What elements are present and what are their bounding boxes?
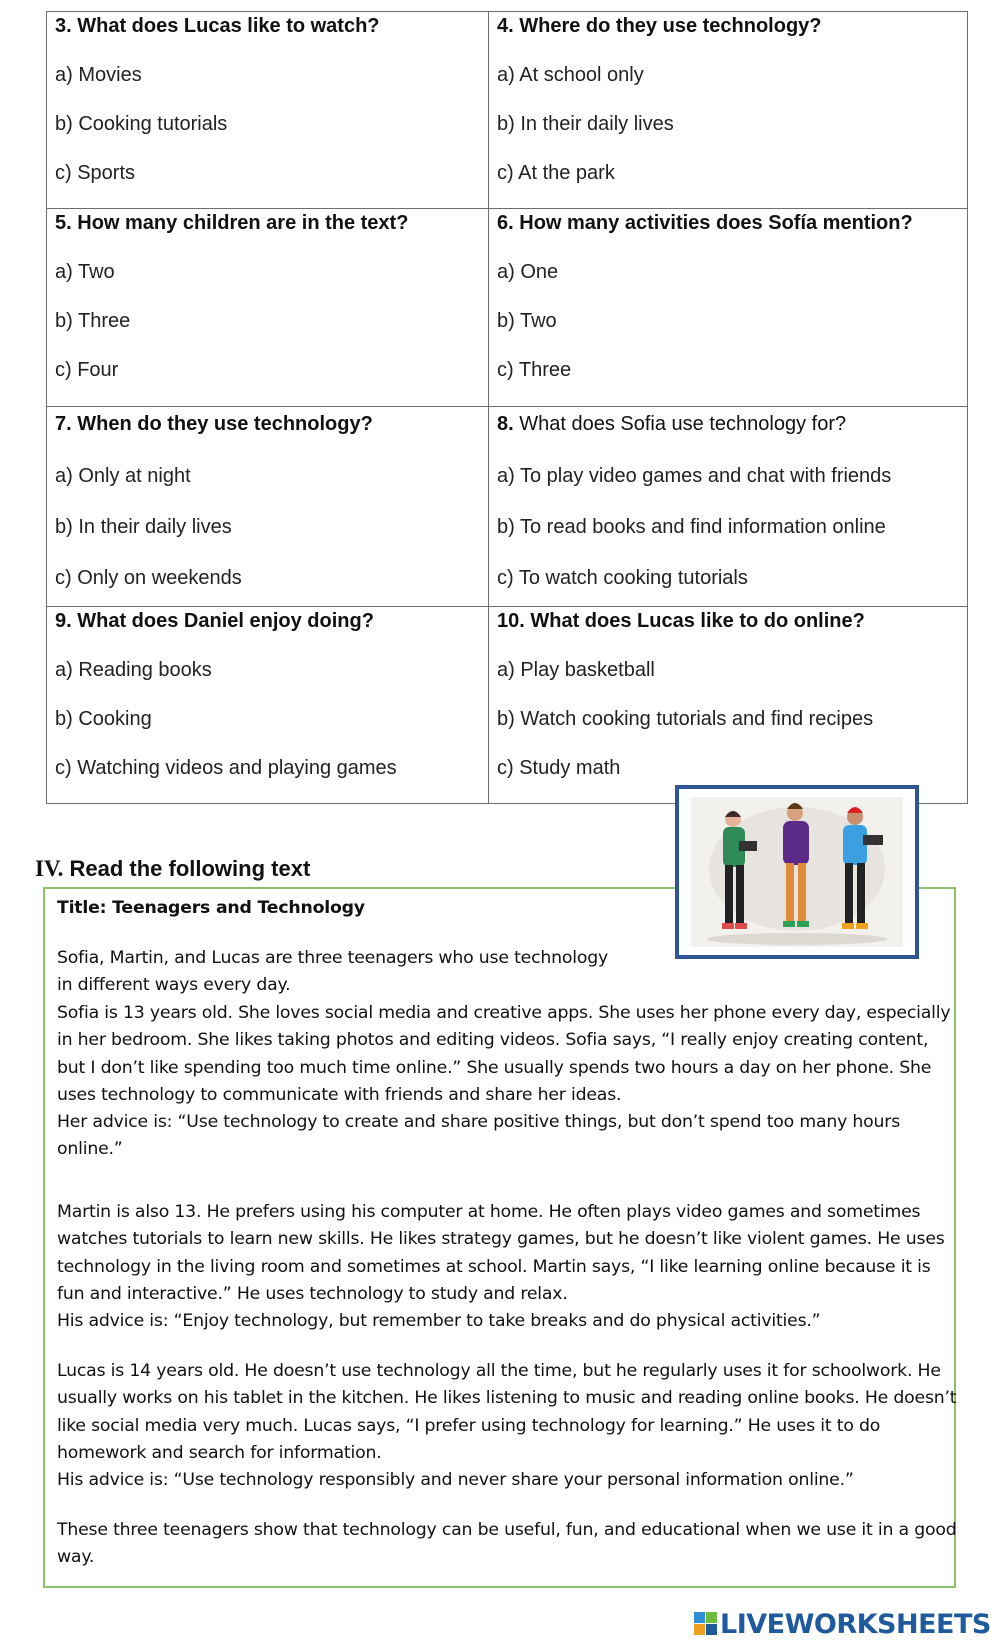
question-cell-5 (47, 209, 489, 407)
question-5-option-c[interactable]: c) Four (55, 359, 119, 381)
question-9-option-a[interactable]: a) Reading books (55, 659, 212, 681)
question-cell-9 (47, 607, 489, 804)
question-5-text: 5. How many children are in the text? (55, 212, 409, 234)
reading-intro-line1: Sofia, Martin, and Lucas are three teenagers who use technology (57, 948, 609, 968)
question-3-option-c[interactable]: c) Sports (55, 162, 136, 184)
teenagers-with-devices-image (691, 797, 903, 947)
question-cell-4 (489, 12, 968, 209)
question-3-option-b[interactable]: b) Cooking tutorials (55, 113, 228, 135)
question-8-option-a[interactable]: a) To play video games and chat with friends (497, 465, 892, 487)
sofia-advice: Her advice is: “Use technology to create and share positive things, but don’t spend too many hours online.” (57, 1112, 901, 1160)
martin-advice: His advice is: “Enjoy technology, but remember to take breaks and do physical activities.” (57, 1311, 821, 1332)
question-3-option-a[interactable]: a) Movies (55, 64, 142, 86)
section-label: Read the following text (69, 856, 311, 881)
question-10-option-a[interactable]: a) Play basketball (497, 659, 655, 681)
question-4-text: 4. Where do they use technology? (497, 15, 822, 37)
reading-paragraph-sofia: Sofia is 13 years old. She loves social media and creative apps. She uses her phone every day, especially in her bedroom. She likes taking photos and editing videos. Sofia says, “I really enjoy creating content, but I don’t like spending too much time online.” She usually spends two hours a day on her phone. She uses technology to communicate with friends and share her ideas. Her advice is: “Use technology to create and share positive things, but don’t spend too many hours online.” (57, 1000, 957, 1164)
question-7-option-a[interactable]: a) Only at night (55, 465, 191, 487)
question-4-option-c[interactable]: c) At the park (497, 162, 615, 184)
question-6-option-b[interactable]: b) Two (497, 310, 557, 332)
question-6-option-c[interactable]: c) Three (497, 359, 572, 381)
question-6-text: 6. How many activities does Sofía mention? (497, 212, 913, 234)
question-cell-6 (489, 209, 968, 407)
question-cell-3 (47, 12, 489, 209)
teenagers-illustration (675, 785, 919, 959)
question-7-option-b[interactable]: b) In their daily lives (55, 516, 232, 538)
question-4-option-b[interactable]: b) In their daily lives (497, 113, 674, 135)
question-4-option-a[interactable]: a) At school only (497, 64, 644, 86)
liveworksheets-logo-icon (694, 1612, 718, 1636)
liveworksheets-logo[interactable] (694, 1607, 991, 1641)
section-heading (35, 856, 310, 882)
question-9-option-b[interactable]: b) Cooking (55, 708, 152, 730)
liveworksheets-logo-text: LIVEWORKSHEETS (720, 1608, 991, 1640)
reading-paragraph-lucas: Lucas is 14 years old. He doesn’t use technology all the time, but he regularly uses it for schoolwork. He usually works on his tablet in the kitchen. He likes listening to music and reading online books. He doesn’t like social media very much. Lucas says, “I prefer using technology for learning.” He uses it to do homework and search for information. His advice is: “Use technology responsibly and never share your personal information online.” (57, 1358, 957, 1494)
section-number: IV. (35, 856, 64, 881)
question-7-text: 7. When do they use technology? (55, 413, 373, 435)
question-8-option-c[interactable]: c) To watch cooking tutorials (497, 567, 748, 589)
question-3-text: 3. What does Lucas like to watch? (55, 15, 380, 37)
reading-title: Title: Teenagers and Technology (57, 898, 365, 918)
questions-table (46, 11, 968, 804)
question-6-option-a[interactable]: a) One (497, 261, 559, 283)
question-5-option-a[interactable]: a) Two (55, 261, 115, 283)
question-8-option-b[interactable]: b) To read books and find information online (497, 516, 886, 538)
question-10-text: 10. What does Lucas like to do online? (497, 610, 865, 632)
question-7-option-c[interactable]: c) Only on weekends (55, 567, 242, 589)
question-cell-10 (489, 607, 968, 804)
question-9-option-c[interactable]: c) Watching videos and playing games (55, 757, 397, 779)
reading-paragraph-martin: Martin is also 13. He prefers using his computer at home. He often plays video games and sometimes watches tutorials to learn new skills. He likes strategy games, but he doesn’t like violent games. He uses technology in the living room and sometimes at school. Martin says, “I like learning online because it is fun and interactive.” He uses technology to study and relax. His advice is: “Enjoy technology, but remember to take breaks and do physical activities.” (57, 1199, 957, 1335)
question-cell-8 (489, 407, 968, 607)
reading-intro-line2: in different ways every day. (57, 975, 291, 995)
reading-conclusion: These three teenagers show that technology can be useful, fun, and educational when we use it in a good way. (57, 1520, 957, 1568)
question-cell-7 (47, 407, 489, 607)
question-5-option-b[interactable]: b) Three (55, 310, 131, 332)
question-10-option-c[interactable]: c) Study math (497, 757, 621, 779)
question-10-option-b[interactable]: b) Watch cooking tutorials and find recipes (497, 708, 874, 730)
lucas-advice: His advice is: “Use technology responsibly and never share your personal information online.” (57, 1470, 854, 1491)
question-8-text: 8. What does Sofia use technology for? (497, 413, 847, 435)
question-9-text: 9. What does Daniel enjoy doing? (55, 610, 374, 632)
